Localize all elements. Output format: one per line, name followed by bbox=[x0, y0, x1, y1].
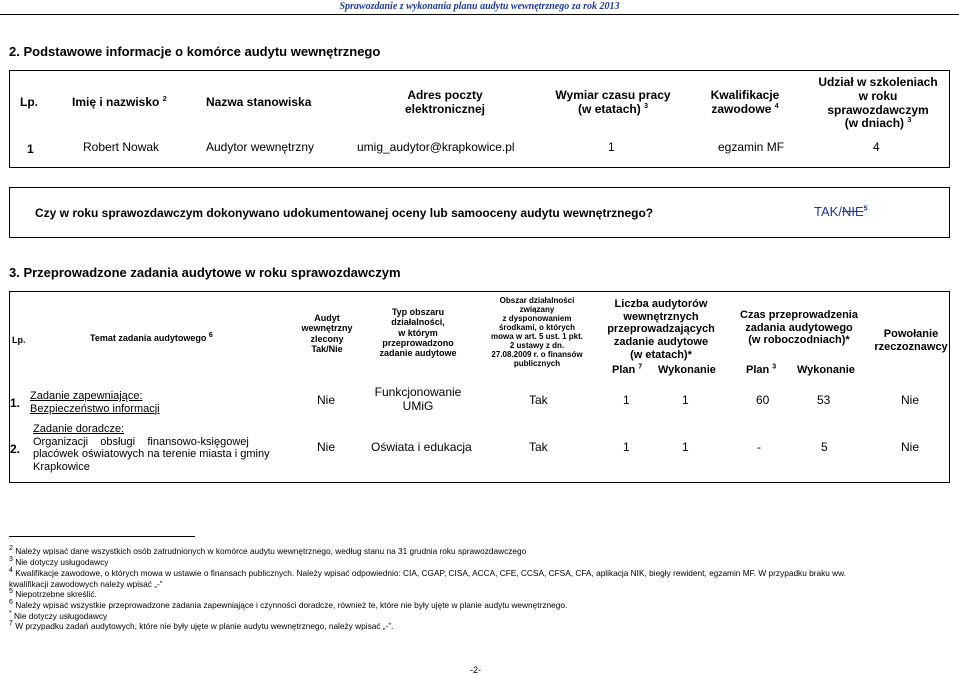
task-row-1-lp: 1. bbox=[10, 396, 21, 410]
page-number: -2- bbox=[470, 665, 481, 675]
task-col-type: Typ obszaru działalności, w którym przeprowadzono zadanie audytowe bbox=[379, 307, 457, 359]
col-email: Adres poczty elektronicznej bbox=[404, 88, 486, 116]
footnote-rule bbox=[9, 536, 195, 537]
task-col-ordered: Audyt wewnętrzny zlecony Tak/Nie bbox=[301, 313, 353, 355]
task-row-1-ordered: Nie bbox=[317, 393, 336, 407]
task-row-2-aud-done: 1 bbox=[682, 440, 689, 454]
section-3-title: 3. Przeprowadzone zadania audytowe w roku sprawozdawczym bbox=[9, 265, 401, 280]
task-row-1-expert: Nie bbox=[901, 393, 920, 407]
section-2-title: 2. Podstawowe informacje o komórce audytu wewnętrznego bbox=[9, 44, 381, 59]
task-row-1-aud-plan: 1 bbox=[623, 393, 630, 407]
task-row-1-type: Funkcjonowanie UMiG bbox=[374, 385, 462, 413]
task-row-2-time-plan: - bbox=[757, 440, 761, 454]
task-col-expert: Powołanie rzeczoznawcy bbox=[874, 328, 948, 353]
col-lp: Lp. bbox=[20, 95, 38, 109]
footnote-3: $^3$ Nie dotyczy usługodawcy bbox=[9, 556, 109, 567]
staff-row-position: Audytor wewnętrzny bbox=[206, 140, 315, 154]
task-col-time: Czas przeprowadzenia zadania audytowego (w roboczodniach)* bbox=[740, 309, 858, 347]
task-row-2-topic: Zadanie doradcze: Organizacji obsługi finansowo-księgowej placówek oświatowych na terenie miasta i gminy Krapkowice bbox=[33, 423, 270, 473]
footnote-4-cont: kwalifikacji zawodowych należy wpisać „-” bbox=[9, 579, 163, 589]
assessment-answer: TAK/NIE$^5$ bbox=[814, 204, 868, 219]
col-position: Nazwa stanowiska bbox=[206, 95, 312, 109]
task-row-2-area: Tak bbox=[529, 440, 548, 454]
task-col-auditors: Liczba audytorów wewnętrznych przeprowadzających zadanie audytowe (w etatach)* bbox=[607, 298, 715, 361]
task-row-2-lp: 2. bbox=[10, 442, 21, 456]
task-col-time-done: Wykonanie bbox=[797, 364, 855, 376]
header-rule bbox=[0, 14, 959, 15]
footnote-5: $^5$ Niepotrzebne skreślić. bbox=[9, 588, 97, 599]
col-training: Udział w szkoleniach w roku sprawozdawczym (w dniach) $^3$ bbox=[818, 75, 938, 131]
task-col-topic: Temat zadania audytowego $^6$ bbox=[90, 332, 213, 343]
task-row-2-expert: Nie bbox=[901, 440, 920, 454]
task-col-aud-done: Wykonanie bbox=[658, 364, 716, 376]
task-row-2-time-done: 5 bbox=[821, 440, 828, 454]
task-row-2-aud-plan: 1 bbox=[623, 440, 630, 454]
col-time: Wymiar czasu pracy (w etatach) $^3$ bbox=[555, 88, 671, 116]
footnote-6: $^6$ Należy wpisać wszystkie przeprowadzone zadania zapewniające i czynności doradcze, również te, które nie były ujęte w planie audytu wewnętrznego. bbox=[9, 599, 568, 610]
col-name: Imię i nazwisko $^2$ bbox=[72, 95, 167, 109]
staff-row-training: 4 bbox=[873, 140, 880, 154]
footnote-7: $^7$ W przypadku zadań audytowych, które nie były ujęte w planie audytu wewnętrznego, należy wpisać „-”. bbox=[9, 620, 394, 631]
footnote-4: $^4$ Kwalifikacje zawodowe, o których mowa w ustawie o finansach publicznych. Należy wpisać odpowiednio: CIA, CGAP, CISA, ACCA, CFE, CCSA, CFSA, CFA, aplikacja NIK, biegły rewident, egzamin MF. W przypadku braku ww. bbox=[9, 567, 847, 578]
task-col-area: Obszar działalności związany z dysponowaniem środkami, o których mowa w art. 5 ust. 1 pkt. 2 ustawy z dn. 27.08.2009 r. o finansów publicznych bbox=[490, 296, 584, 368]
footnote-star: * Nie dotyczy usługodawcy bbox=[9, 610, 108, 621]
footnote-2: $^2$ Należy wpisać dane wszystkich osób zatrudnionych w komórce audytu wewnętrznego, według stanu na 31 grudnia roku sprawozdawczego bbox=[9, 545, 527, 556]
task-col-time-plan: Plan $^3$ bbox=[746, 363, 777, 376]
assessment-question: Czy w roku sprawozdawczym dokonywano udokumentowanej oceny lub samooceny audytu wewnętrznego? bbox=[35, 206, 654, 220]
task-row-2-type: Oświata i edukacja bbox=[371, 440, 472, 454]
task-row-1-time-done: 53 bbox=[817, 393, 831, 407]
page-header: Sprawozdanie z wykonania planu audytu wewnętrznego za rok 2013 bbox=[339, 1, 620, 12]
task-row-2-ordered: Nie bbox=[317, 440, 336, 454]
task-row-1-aud-done: 1 bbox=[682, 393, 689, 407]
task-row-1-area: Tak bbox=[529, 393, 548, 407]
task-col-aud-plan: Plan $^7$ bbox=[612, 363, 643, 376]
task-row-1-topic: Zadanie zapewniające: Bezpieczeństwo informacji bbox=[30, 390, 160, 415]
staff-row-name: Robert Nowak bbox=[83, 140, 160, 154]
staff-row-email: umig_audytor@krapkowice.pl bbox=[357, 140, 515, 154]
staff-row-qualifications: egzamin MF bbox=[718, 140, 785, 154]
task-col-lp: Lp. bbox=[12, 335, 26, 345]
staff-row-time: 1 bbox=[608, 140, 615, 154]
col-qualifications: Kwalifikacje zawodowe $^4$ bbox=[710, 88, 780, 116]
staff-row-lp: 1 bbox=[27, 142, 34, 156]
task-row-1-time-plan: 60 bbox=[756, 393, 770, 407]
